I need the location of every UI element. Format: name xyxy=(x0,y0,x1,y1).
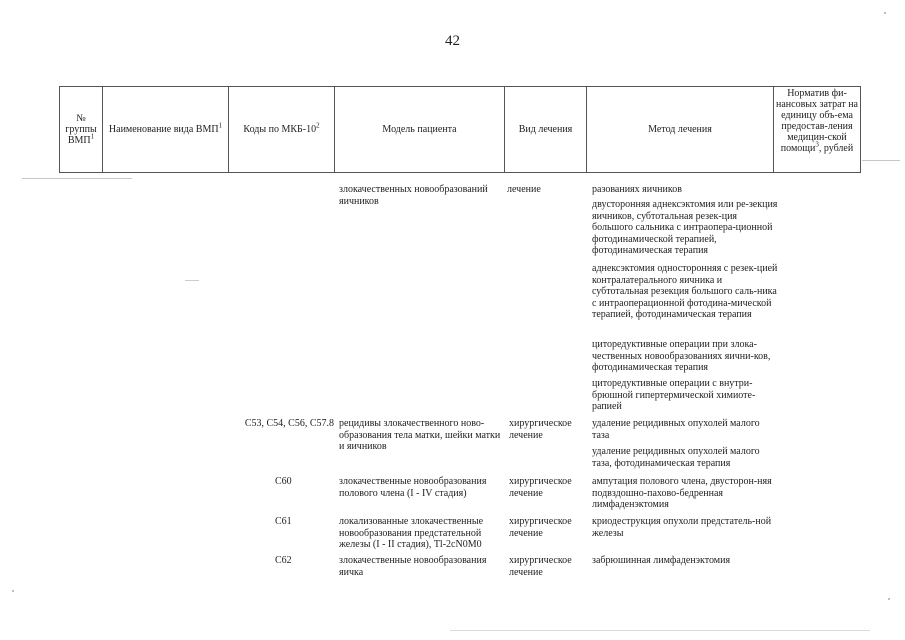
row-method: циторедуктивные операции при злока-чественных новообразованиях яични-ков, фотодинамическая терапия xyxy=(592,339,771,374)
row-icd-codes: C62 xyxy=(275,555,292,566)
header-treatment-method: Метод лечения xyxy=(587,87,774,173)
row-icd-codes: C60 xyxy=(275,476,292,487)
row-model: локализованные злокачественные новообразования предстательной железы (I - II стадия), Tl-2cN0M0 xyxy=(339,516,484,551)
scan-artifact-dot xyxy=(884,12,886,14)
row-treatment-type: хирургическое лечение xyxy=(509,418,572,441)
scan-artifact-dot xyxy=(12,590,14,592)
row-icd-codes: C53, C54, C56, C57.8 xyxy=(244,418,334,429)
row-model: злокачественные новообразования полового члена (I - IV стадия) xyxy=(339,476,487,499)
scan-artifact-line xyxy=(862,160,900,161)
header-treatment-type: Вид лечения xyxy=(505,87,587,173)
row-model: злокачественных новообразований яичников xyxy=(339,184,488,207)
row-method: забрюшинная лимфаденэктомия xyxy=(592,555,731,566)
header-icd-codes: Коды по МКБ-$10^2$ xyxy=(229,87,335,173)
row-method: удаление рецидивных опухолей малого таза xyxy=(592,418,760,441)
row-method: циторедуктивные операции с внутри-брюшной гипертермической химиоте-рапией xyxy=(592,378,756,413)
row-method: аднексэктомия односторонняя с резек-цией контралатерального яичника и субтотальная резекция большого саль-ника с интраоперационной фотодина-мической терапией, фотодинамическая терапия xyxy=(592,263,778,321)
header-cost-standard: Норматив фи-нансовых затрат на единицу объ-ема предостав-ления медицин-ской помощи$^3$, рублей xyxy=(774,87,861,173)
row-model: рецидивы злокачественного ново-образования тела матки, шейки матки и яичников xyxy=(339,418,501,453)
row-model: злокачественные новообразования яичка xyxy=(339,555,487,578)
scan-artifact-line xyxy=(185,280,199,281)
row-method: двусторонняя аднексэктомия или ре-зекция яичников, субтотальная резек-ция большого сальника с интраопера-ционной фотодинамической терапией, фотодинамическая терапия xyxy=(592,199,778,257)
scan-artifact-line xyxy=(450,630,870,631)
scan-artifact-dot xyxy=(888,598,890,600)
header-group-no: № группы ВМП$^1$ xyxy=(60,87,103,173)
row-method: разованиях яичников xyxy=(592,184,682,195)
scan-artifact-line xyxy=(22,178,132,179)
row-treatment-type: хирургическое лечение xyxy=(509,555,572,578)
row-method: ампутация полового члена, двусторон-няя подвздошно-пахово-бедренная лимфаденэктомия xyxy=(592,476,772,511)
row-treatment-type: лечение xyxy=(507,184,541,195)
header-vmp-name: Наименование вида ВМП$^1$ xyxy=(103,87,229,173)
row-method: удаление рецидивных опухолей малого таза, фотодинамическая терапия xyxy=(592,446,760,469)
row-treatment-type: хирургическое лечение xyxy=(509,476,572,499)
page-number: 42 xyxy=(445,33,460,49)
row-icd-codes: C61 xyxy=(275,516,292,527)
row-method: криодеструкция опухоли предстатель-ной железы xyxy=(592,516,772,539)
row-treatment-type: хирургическое лечение xyxy=(509,516,572,539)
header-patient-model: Модель пациента xyxy=(335,87,505,173)
